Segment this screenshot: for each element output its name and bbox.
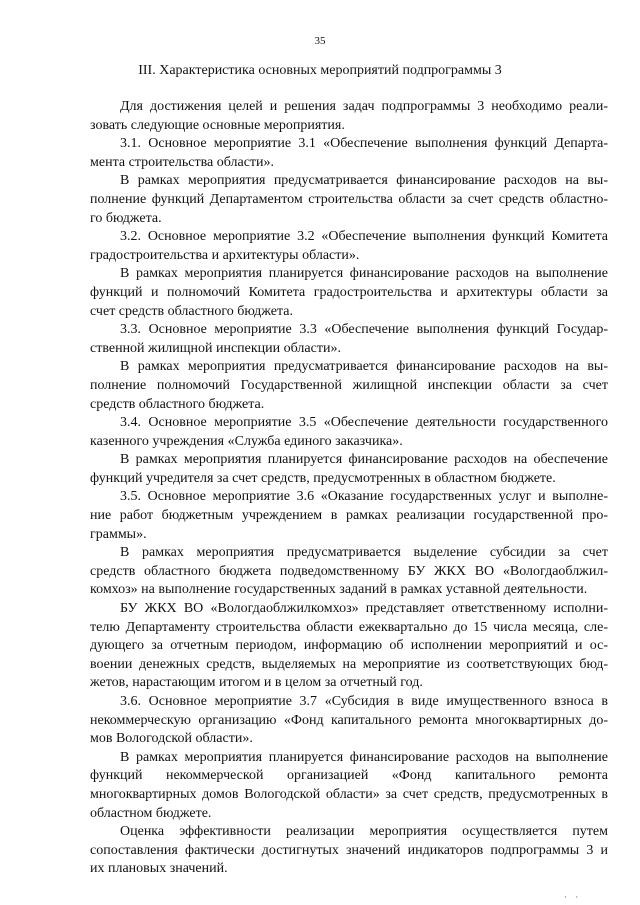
paragraph-line: ственной жилищной инспекции области». bbox=[90, 340, 341, 356]
paragraph bbox=[90, 600, 608, 693]
paragraph-line: 3.1. Основное мероприятие 3.1 «Обеспечение выполнения функций Департа- bbox=[120, 136, 608, 152]
paragraph-line: зовать следующие основные мероприятия. bbox=[90, 117, 345, 133]
paragraph-line: полнение полномочий Государственной жилищной инспекции области за счет bbox=[90, 377, 608, 393]
paragraph-line: ние работ бюджетным учреждением в рамках реализации государственной про- bbox=[90, 508, 608, 524]
paragraph-line: В рамках мероприятия предусматривается финансирование расходов на вы- bbox=[120, 173, 608, 189]
paragraph-line: В рамках мероприятия предусматривается выделение субсидии за счет bbox=[120, 545, 608, 561]
paragraph-line: жетов, нарастающим итогом и в целом за отчетный год. bbox=[90, 675, 423, 691]
paragraph bbox=[90, 544, 608, 600]
paragraph-line: дующего за отчетным периодом, информацию об исполнении мероприятий и ос- bbox=[90, 638, 608, 654]
paragraph-line: мента строительства области». bbox=[90, 154, 275, 170]
paragraph bbox=[90, 172, 608, 228]
paragraph-line: функций некоммерческой организацией «Фонд капитального ремонта bbox=[90, 768, 608, 784]
paragraph bbox=[90, 451, 608, 488]
paragraph-line: 3.4. Основное мероприятие 3.5 «Обеспечение деятельности государственного bbox=[120, 415, 608, 431]
paragraph-line: средств областного бюджета. bbox=[90, 396, 265, 412]
paragraph-line: БУ ЖКХ ВО «Вологдаоблжилкомхоз» представляет ответственному исполни- bbox=[120, 601, 608, 617]
paragraph-line: граммы». bbox=[90, 526, 147, 542]
paragraph-line: градостроительства и архитектуры области». bbox=[90, 247, 360, 263]
paragraph bbox=[90, 693, 608, 749]
paragraph-line: комхоз» на выполнение государственных заданий в рамках уставной деятельности. bbox=[90, 582, 588, 598]
paragraph-line: Оценка эффективности реализации мероприятия осуществляется путем bbox=[120, 824, 608, 840]
paragraph-line: функций и полномочий Комитета градостроительства и архитектуры области за bbox=[90, 284, 608, 300]
paragraph bbox=[90, 823, 608, 879]
paragraph-line: го бюджета. bbox=[90, 210, 162, 226]
paragraph bbox=[90, 135, 608, 172]
scan-artifact: · · bbox=[564, 892, 582, 902]
paragraph-line: мов Вологодской области». bbox=[90, 731, 253, 747]
paragraph-line: Для достижения целей и решения задач подпрограммы 3 необходимо реали- bbox=[120, 99, 608, 114]
paragraph bbox=[90, 321, 608, 358]
paragraph-line: некоммерческую организацию «Фонд капитального ремонта многоквартирных до- bbox=[90, 712, 608, 728]
paragraph bbox=[90, 358, 608, 414]
page-number: 35 bbox=[314, 35, 326, 47]
section-title: III. Характеристика основных мероприятий подпрограммы 3 bbox=[138, 63, 502, 78]
paragraph bbox=[90, 749, 608, 823]
paragraph bbox=[90, 488, 608, 544]
paragraph bbox=[90, 98, 608, 135]
paragraph-line: В рамках мероприятия предусматривается финансирование расходов на вы- bbox=[120, 359, 608, 375]
paragraph-line: областном бюджете. bbox=[90, 805, 212, 821]
paragraph-line: В рамках мероприятия планируется финансирование расходов на обеспечение bbox=[120, 452, 608, 468]
paragraph-line: полнение функций Департаментом строительства области за счет средств областно- bbox=[90, 191, 608, 207]
paragraph-line: их плановых значений. bbox=[90, 861, 228, 877]
paragraph-line: счет средств областного бюджета. bbox=[90, 303, 294, 319]
paragraph-line: 3.6. Основное мероприятие 3.7 «Субсидия в виде имущественного взноса в bbox=[120, 694, 608, 709]
paragraph-line: многоквартирных домов Вологодской области» за счет средств, предусмотренных в bbox=[90, 786, 608, 802]
paragraph-line: средств областного бюджета подведомственному БУ ЖКХ ВО «Вологдаоблжил- bbox=[90, 563, 608, 579]
paragraph bbox=[90, 228, 608, 265]
paragraph bbox=[90, 414, 608, 451]
paragraph-line: 3.5. Основное мероприятие 3.6 «Оказание государственных услуг и выполне- bbox=[120, 489, 608, 505]
paragraph-line: функций учредителя за счет средств, предусмотренных в областном бюджете. bbox=[90, 470, 556, 486]
document-body bbox=[90, 98, 608, 879]
paragraph-line: В рамках мероприятия планируется финансирование расходов на выполнение bbox=[120, 266, 608, 282]
paragraph-line: сопоставления фактически достигнутых значений индикаторов подпрограммы 3 и bbox=[90, 842, 608, 858]
paragraph-line: 3.3. Основное мероприятие 3.3 «Обеспечение выполнения функций Государ- bbox=[120, 322, 608, 338]
paragraph-line: телю Департаменту строительства области ежеквартально до 15 числа месяца, сле- bbox=[90, 619, 608, 635]
paragraph-line: В рамках мероприятия планируется финансирование расходов на выполнение bbox=[120, 749, 608, 765]
paragraph-line: 3.2. Основное мероприятие 3.2 «Обеспечение выполнения функций Комитета bbox=[120, 229, 608, 245]
paragraph-line: казенного учреждения «Служба единого заказчика». bbox=[90, 433, 403, 449]
paragraph bbox=[90, 265, 608, 321]
paragraph-line: воении денежных средств, выделяемых на мероприятие из соответствующих бюд- bbox=[90, 656, 608, 672]
